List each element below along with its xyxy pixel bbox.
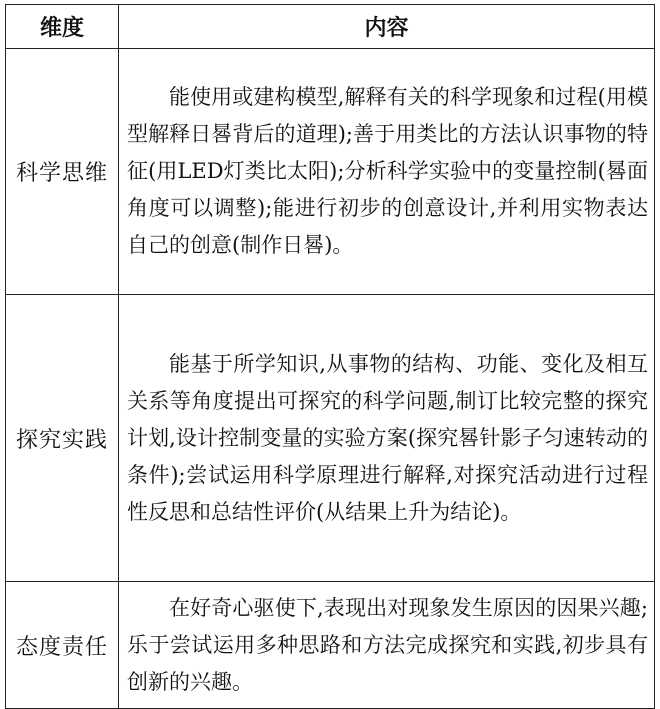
dimension-cell: 科学思维 xyxy=(6,49,119,295)
competency-table xyxy=(5,4,655,709)
table-header-row xyxy=(6,5,655,49)
content-cell: 能基于所学知识,从事物的结构、功能、变化及相互关系等角度提出可探究的科学问题,制订比较完整的探究计划,设计控制变量的实验方案(探究晷针影子匀速转动的条件);尝试运用科学原理进行解释,对探究活动进行过程性反思和总结性评价(从结果上升为结论)。 xyxy=(119,295,655,582)
content-cell: 能使用或建构模型,解释有关的科学现象和过程(用模型解释日晷背后的道理);善于用类比的方法认识事物的特征(用LED灯类比太阳);分析科学实验中的变量控制(晷面角度可以调整);能进行初步的创意设计,并利用实物表达自己的创意(制作日晷)。 xyxy=(119,49,655,295)
content-cell: 在好奇心驱使下,表现出对现象发生原因的因果兴趣;乐于尝试运用多种思路和方法完成探究和实践,初步具有创新的兴趣。 xyxy=(119,582,655,709)
dimension-cell: 探究实践 xyxy=(6,295,119,582)
table-row xyxy=(6,582,655,709)
table-row xyxy=(6,49,655,295)
header-dimension: 维度 xyxy=(6,5,119,49)
dimension-cell: 态度责任 xyxy=(6,582,119,709)
header-content: 内容 xyxy=(119,5,655,49)
table-row xyxy=(6,295,655,582)
